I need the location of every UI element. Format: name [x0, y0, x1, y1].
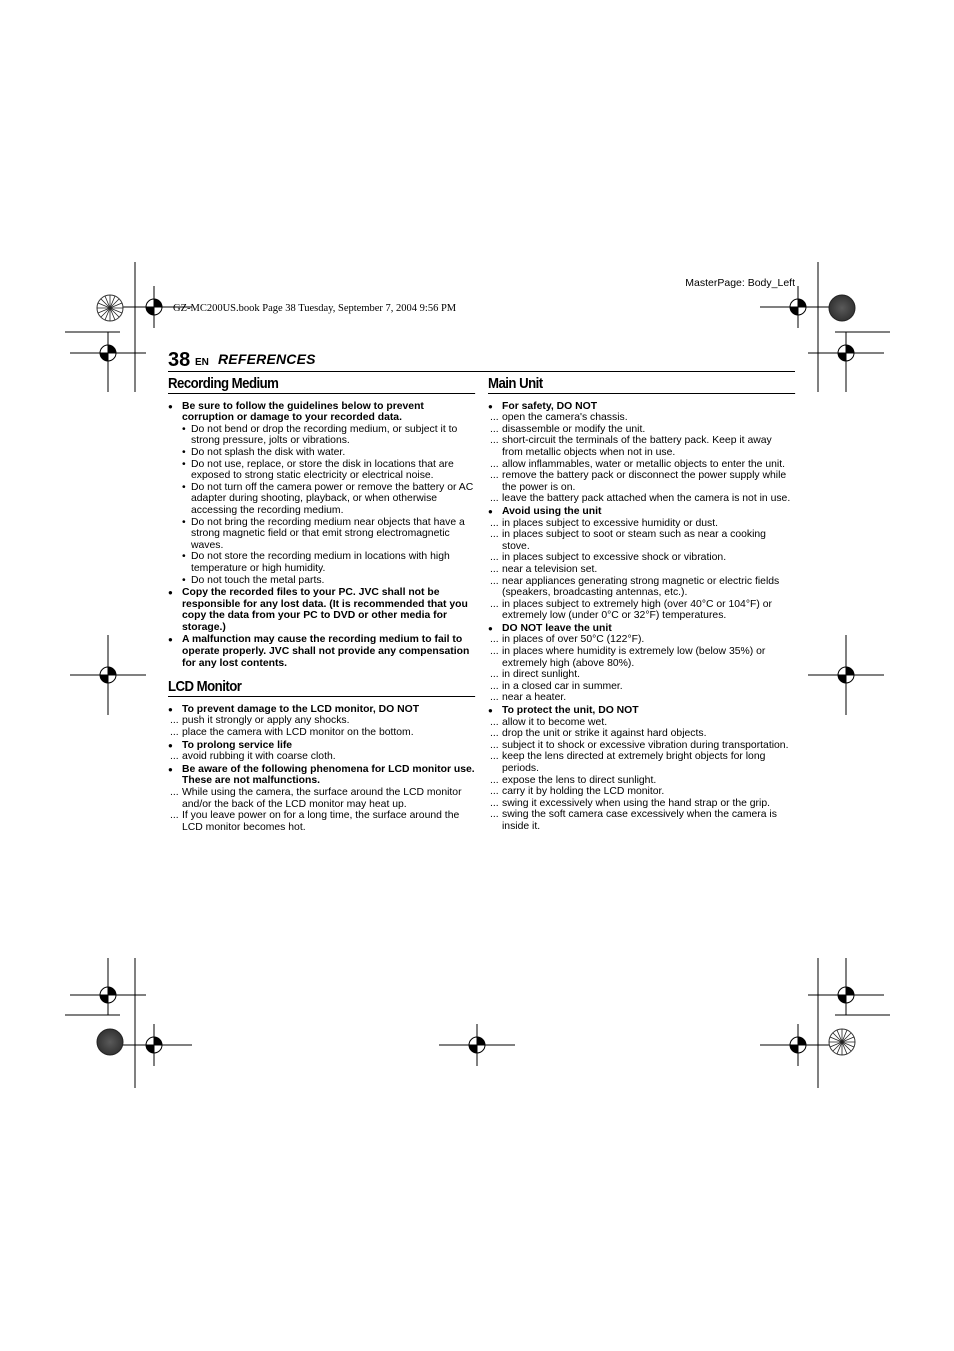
bullet-copy-files: ● Copy the recorded files to your PC. JVC shall not be responsible for any lost data. (It is recommended that you copy the data from your PC to DVD or other media for storage.) [168, 587, 475, 633]
sub-item: • Do not touch the metal parts. [168, 575, 475, 587]
bullet-protect-unit: ● To protect the unit, DO NOT [488, 705, 795, 717]
bullet-lcd-do-not: ● To prevent damage to the LCD monitor, DO NOT [168, 704, 475, 716]
dot-item: ... While using the camera, the surface around the LCD monitor and/or the back of the LCD monitor may heat up. [168, 787, 475, 810]
dot-item: ... in direct sunlight. [488, 669, 795, 681]
right-column [488, 375, 795, 833]
bullet-safety: ● For safety, DO NOT [488, 401, 795, 413]
dot-item: ... short-circuit the terminals of the battery pack. Keep it away from metallic objects when not in use. [488, 435, 795, 458]
sub-item: • Do not bring the recording medium near objects that have a strong magnetic field or that emit strong electromagnetic waves. [168, 517, 475, 552]
heading-lcd-monitor: LCD Monitor [168, 681, 475, 697]
dot-item: ... in places subject to excessive shock or vibration. [488, 552, 795, 564]
bullet-malfunction: ● A malfunction may cause the recording medium to fail to operate properly. JVC shall not provide any compensation for any lost contents. [168, 634, 475, 669]
sub-item: • Do not turn off the camera power or remove the battery or AC adapter during shooting, playback, or when otherwise accessing the recording medium. [168, 482, 475, 517]
grain-mark-top-right [829, 295, 855, 321]
sub-item: • Do not splash the disk with water. [168, 447, 475, 459]
grain-mark-bottom-left [97, 1029, 123, 1055]
dot-item: ... subject it to shock or excessive vibration during transportation. [488, 740, 795, 752]
bullet-follow-guidelines: ● Be sure to follow the guidelines below to prevent corruption or damage to your recorded data. [168, 401, 475, 424]
dot-item: ... in places subject to extremely high (over 40°C or 104°F) or extremely low (under 0°C or 32°F) temperatures. [488, 599, 795, 622]
dot-item: ... in a closed car in summer. [488, 681, 795, 693]
dot-item: ... in places subject to excessive humidity or dust. [488, 518, 795, 530]
sub-item: • Do not use, replace, or store the disk in locations that are exposed to strong static electricity or electrical noise. [168, 459, 475, 482]
dot-item: ... leave the battery pack attached when the camera is not in use. [488, 493, 795, 505]
dot-item: ... open the camera's chassis. [488, 412, 795, 424]
dot-item: ... place the camera with LCD monitor on the bottom. [168, 727, 475, 739]
section-title: REFERENCES [218, 351, 316, 367]
registration-mark-right-lower [808, 958, 884, 1015]
dot-item: ... in places where humidity is extremely low (below 35%) or extremely high (above 80%). [488, 646, 795, 669]
registration-mark-right-upper [808, 332, 884, 392]
dot-item: ... in places of over 50°C (122°F). [488, 634, 795, 646]
dot-item: ... near a television set. [488, 564, 795, 576]
language-code: EN [195, 357, 209, 368]
page-header [168, 349, 795, 372]
dot-item: ... swing the soft camera case excessively when the camera is inside it. [488, 809, 795, 832]
dot-item: ... swing it excessively when using the hand strap or the grip. [488, 798, 795, 810]
left-column [168, 375, 475, 833]
bullet-prolong-life: ● To prolong service life [168, 740, 475, 752]
dot-item: ... remove the battery pack or disconnect the power supply while the power is on. [488, 470, 795, 493]
dot-item: ... keep the lens directed at extremely bright objects for long periods. [488, 751, 795, 774]
dot-item: ... push it strongly or apply any shocks. [168, 715, 475, 727]
sub-item: • Do not bend or drop the recording medium, or subject it to strong pressure, jolts or vibrations. [168, 424, 475, 447]
book-info-slug: GZ-MC200US.book Page 38 Tuesday, September 7, 2004 9:56 PM [173, 303, 457, 314]
starburst-mark-bottom-right [829, 1029, 855, 1055]
dot-item: ... allow it to become wet. [488, 717, 795, 729]
sub-item: • Do not store the recording medium in locations with high temperature or high humidity. [168, 551, 475, 574]
page-number: 38 [168, 349, 191, 371]
heading-main-unit: Main Unit [488, 378, 795, 394]
dot-item: ... allow inflammables, water or metallic objects to enter the unit. [488, 459, 795, 471]
dot-item: ... If you leave power on for a long time, the surface around the LCD monitor becomes hot. [168, 810, 475, 833]
dot-item: ... disassemble or modify the unit. [488, 424, 795, 436]
bullet-phenomena: ● Be aware of the following phenomena for LCD monitor use. These are not malfunctions. [168, 764, 475, 787]
dot-item: ... expose the lens to direct sunlight. [488, 775, 795, 787]
dot-item: ... carry it by holding the LCD monitor. [488, 786, 795, 798]
dot-item: ... drop the unit or strike it against hard objects. [488, 728, 795, 740]
dot-item: ... near appliances generating strong magnetic or electric fields (speakers, broadcasting antennas, etc.). [488, 576, 795, 599]
heading-recording-medium: Recording Medium [168, 378, 475, 394]
bullet-avoid-using: ● Avoid using the unit [488, 506, 795, 518]
bullet-do-not-leave: ● DO NOT leave the unit [488, 623, 795, 635]
dot-item: ... near a heater. [488, 692, 795, 704]
dot-item: ... avoid rubbing it with coarse cloth. [168, 751, 475, 763]
master-page-label: MasterPage: Body_Left [685, 277, 795, 289]
starburst-mark-top-left [97, 295, 123, 321]
dot-item: ... in places subject to soot or steam such as near a cooking stove. [488, 529, 795, 552]
